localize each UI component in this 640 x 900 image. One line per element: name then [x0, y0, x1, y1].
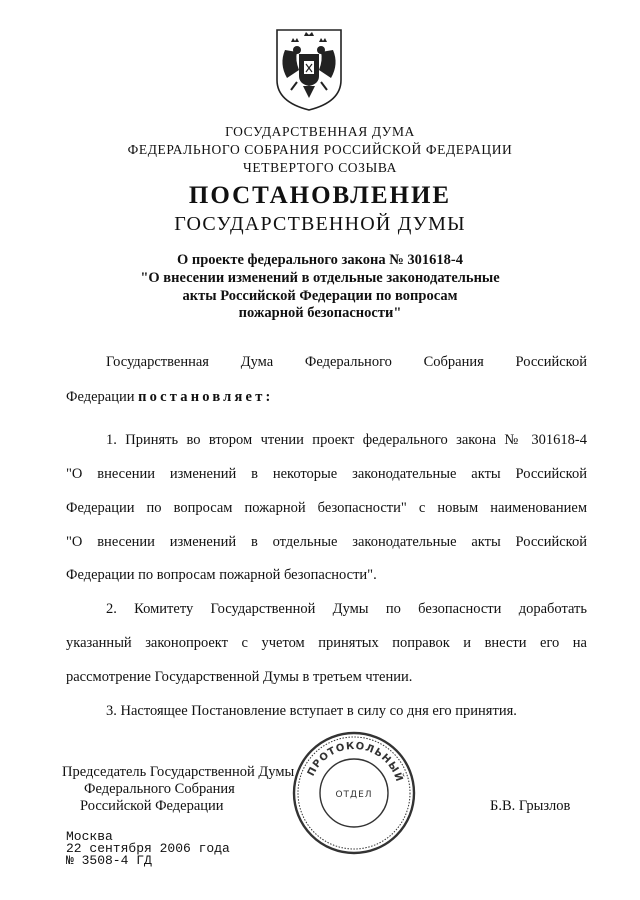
- footer-city: Москва: [66, 829, 113, 844]
- footer-number: № 3508-4 ГД: [66, 853, 152, 868]
- para1-line-1: 1. Принять во втором чтении проект федерального закона № 301618-4: [106, 432, 587, 448]
- header-line-3: ЧЕТВЕРТОГО СОЗЫВА: [243, 160, 397, 175]
- document-subtitle: ГОСУДАРСТВЕННОЙ ДУМЫ: [174, 213, 466, 235]
- subject-line-1: О проекте федерального закона № 301618-4: [176, 252, 464, 268]
- signature-line-3: Российской Федерации: [80, 798, 224, 814]
- round-seal-stamp: [288, 730, 420, 856]
- document-title: ПОСТАНОВЛЕНИЕ: [188, 182, 452, 209]
- para2-line-3: рассмотрение Государственной Думы в третьем чтении.: [66, 669, 413, 685]
- para2-line-2: указанный законопроект с учетом принятых поправок и внести его на: [66, 635, 587, 651]
- stamp-ring-text: ПРОТОКОЛЬНЫЙ: [305, 740, 405, 784]
- subject-line-3: акты Российской Федерации по вопросам: [182, 288, 458, 304]
- decree-word: постановляет:: [138, 389, 274, 405]
- preamble-line-1: Государственная Дума Федерального Собрания Российской: [106, 354, 587, 370]
- stamp-center-text: ОТДЕЛ: [335, 790, 373, 800]
- para1-line-5: Федерации по вопросам пожарной безопасности".: [66, 567, 377, 583]
- header-line-2: ФЕДЕРАЛЬНОГО СОБРАНИЯ РОССИЙСКОЙ ФЕДЕРАЦИИ: [127, 142, 513, 157]
- subject-line-4: пожарной безопасности": [238, 305, 402, 321]
- para1-line-3: Федерации по вопросам пожарной безопасности" с новым наименованием: [66, 500, 587, 516]
- para2-line-1: 2. Комитету Государственной Думы по безопасности доработать: [106, 601, 587, 617]
- para3: 3. Настоящее Постановление вступает в силу со дня его принятия.: [106, 703, 517, 719]
- preamble-prefix: Федерации: [66, 389, 135, 405]
- coat-of-arms-emblem: [273, 28, 345, 112]
- para1-line-4: "О внесении изменений в отдельные законодательные акты Российской: [66, 534, 587, 550]
- signature-line-1: Председатель Государственной Думы: [62, 764, 295, 780]
- header-line-1: ГОСУДАРСТВЕННАЯ ДУМА: [225, 124, 415, 139]
- para1-line-2: "О внесении изменений в некоторые законодательные акты Российской: [66, 466, 587, 482]
- footer-date: 22 сентября 2006 года: [66, 841, 230, 856]
- preamble-line-2: [66, 389, 274, 406]
- subject-line-2: "О внесении изменений в отдельные законодательные: [140, 270, 500, 286]
- signature-line-2: Федерального Собрания: [84, 781, 235, 797]
- signatory-name: Б.В. Грызлов: [490, 798, 571, 814]
